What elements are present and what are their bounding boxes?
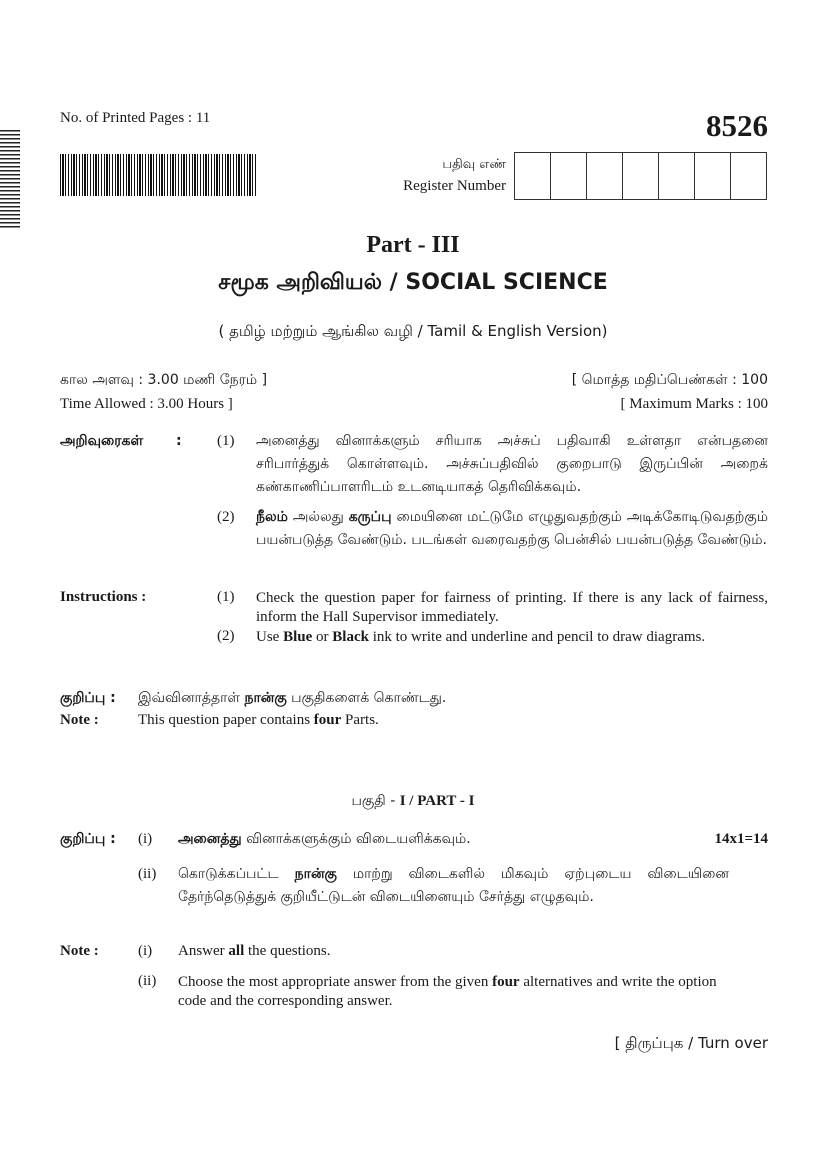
time-allowed-english: Time Allowed : 3.00 Hours ] [60, 396, 233, 412]
instructions-colon: : [176, 433, 182, 449]
register-digit-box[interactable] [659, 153, 695, 199]
part-heading-tamil: பகுதி - [351, 793, 400, 809]
instruction-number: (2) [217, 509, 235, 525]
time-allowed-tamil: கால அளவு : 3.00 மணி நேரம் ] [60, 372, 268, 388]
text-span: ink to write and underline and pencil to draw diagrams. [368, 629, 706, 645]
register-digit-box[interactable] [731, 153, 766, 199]
text-span: கொடுக்கப்பட்ட [178, 866, 295, 882]
register-digit-box[interactable] [623, 153, 659, 199]
paper-code: 8526 [706, 108, 768, 143]
bold-all-ta: அனைத்து [178, 831, 242, 847]
bold-black-ta: கருப்பு [348, 509, 392, 525]
bold-four-part-ta: நான்கு [294, 866, 337, 882]
text-span: வினாக்களுக்கும் விடையளிக்கவும். [241, 831, 471, 847]
part-note-label-tamil: குறிப்பு : [60, 831, 116, 847]
text-span: Answer [178, 943, 229, 959]
subject-title: சமூக அறிவியல் / SOCIAL SCIENCE [218, 270, 608, 295]
text-span: Use [256, 629, 284, 645]
part-note-english-2 [178, 973, 729, 1011]
note-label-tamil: குறிப்பு : [60, 690, 116, 706]
part-heading-english: I / PART - I [399, 793, 475, 809]
bold-four-en: four [313, 712, 342, 728]
text-span: the questions. [244, 943, 331, 959]
bold-four-part-en: four [492, 974, 520, 990]
part-note-english-1 [178, 943, 331, 960]
instruction-number: (1) [217, 433, 235, 449]
register-digit-box[interactable] [587, 153, 623, 199]
instructions-label-english: Instructions : [60, 589, 147, 605]
instruction-number: (2) [217, 628, 235, 644]
part-title: Part - III [366, 232, 460, 258]
part-marks: 14x1=14 [714, 831, 768, 847]
part-note-tamil-1 [178, 831, 471, 849]
max-marks-tamil: [ மொத்த மதிப்பெண்கள் : 100 [571, 372, 768, 388]
note-text-tamil [138, 690, 446, 708]
register-number-boxes[interactable] [514, 152, 767, 200]
register-digit-box[interactable] [515, 153, 551, 199]
text-span: Choose the most appropriate answer from the given [178, 974, 493, 990]
part-one-heading [0, 793, 826, 811]
printed-pages: No. of Printed Pages : 11 [60, 110, 211, 126]
instructions-label-tamil: அறிவுரைகள் [60, 433, 144, 449]
part-note-label-english: Note : [60, 943, 99, 959]
text-span: பகுதிகளைக் கொண்டது. [286, 690, 447, 706]
bold-black-en: Black [332, 629, 369, 645]
turn-over: [ திருப்புக / Turn over [614, 1034, 768, 1052]
part-note-number: (ii) [138, 973, 157, 989]
version-line: ( தமிழ் மற்றும் ஆங்கில வழி / Tamil & English Version) [218, 322, 608, 340]
bold-blue-ta: நீலம் [256, 509, 288, 525]
text-span: Parts. [341, 712, 379, 728]
note-text-english [138, 712, 379, 729]
text-span: மாற்று விடைகளில் மிகவும் ஏற்புடைய விடையினை தேர்ந்தெடுத்துக் குறியீட்டுடன் விடையினையும் சேர்த்து எழுதவும். [178, 866, 729, 905]
text-span: or [312, 629, 333, 645]
instruction-number: (1) [217, 589, 235, 605]
part-note-tamil-2 [178, 863, 729, 909]
text-span: This question paper contains [138, 712, 314, 728]
instruction-english-2 [256, 628, 768, 647]
max-marks-english: [ Maximum Marks : 100 [620, 396, 768, 412]
instruction-english-1: Check the question paper for fairness of printing. If there is any lack of fairness, inform the Hall Supervisor immediately. [256, 590, 768, 625]
text-span: இவ்வினாத்தாள் [138, 690, 245, 706]
part-note-number: (i) [138, 943, 153, 959]
barcode [60, 154, 256, 196]
bold-blue-en: Blue [283, 629, 313, 645]
bold-all-en: all [228, 943, 245, 959]
note-label-english: Note : [60, 712, 99, 728]
edge-registration-marks [0, 130, 20, 230]
register-digit-box[interactable] [551, 153, 587, 199]
bold-four-ta: நான்கு [244, 690, 287, 706]
text-span: alternatives and write the option code and the corresponding answer. [178, 974, 717, 1009]
instruction-tamil-1: அனைத்து வினாக்களும் சரியாக அச்சுப் பதிவாகி உள்ளதா என்பதனை சரிபார்த்துக் கொள்ளவும். அச்சுப்பதிவில் குறைபாடு இருப்பின் அறைக் கண்காணிப்பாளரிடம் உடனடியாகத் தெரிவிக்கவும். [256, 433, 768, 495]
text-span: அல்லது [287, 509, 349, 525]
text-span: மையினை மட்டுமே எழுதுவதற்கும் அடிக்கோடிடுவதற்கும் பயன்படுத்த வேண்டும். படங்கள் வரைவதற்கு பென்சில் பயன்படுத்த வேண்டும். [256, 509, 768, 548]
part-note-number: (ii) [138, 866, 157, 882]
part-note-number: (i) [138, 831, 153, 847]
register-digit-box[interactable] [695, 153, 731, 199]
register-label-tamil: பதிவு எண் [442, 157, 506, 172]
register-label-english: Register Number [403, 178, 506, 194]
instruction-tamil-2 [256, 506, 768, 552]
